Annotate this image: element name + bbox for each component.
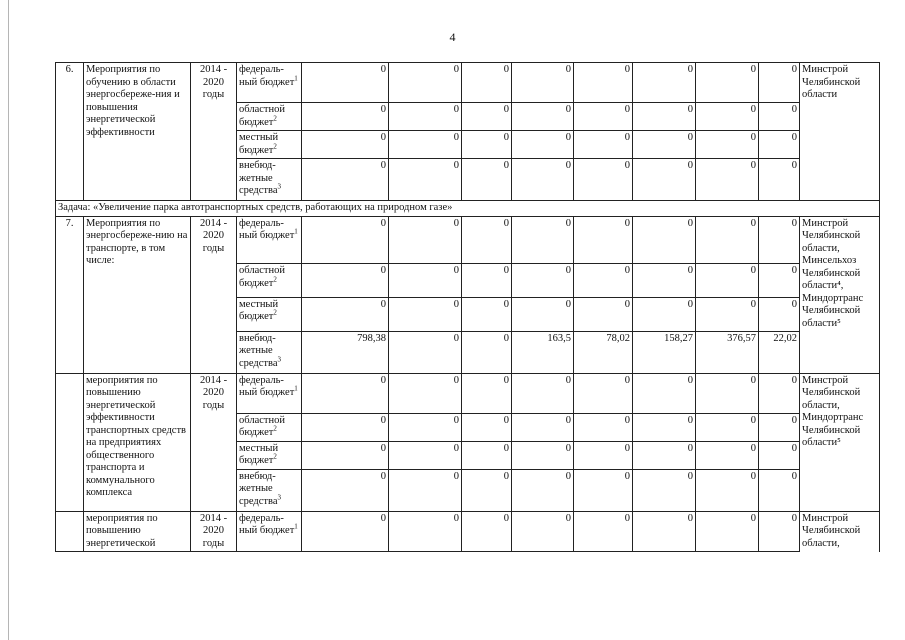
value-cell: 0 <box>574 373 633 413</box>
value-cell: 0 <box>302 159 389 201</box>
funding-source <box>237 469 302 511</box>
value-cell: 0 <box>389 373 462 413</box>
value-cell: 0 <box>759 441 800 469</box>
footnote-mark: 2 <box>273 142 277 150</box>
value-cell: 0 <box>696 297 759 331</box>
task-text: Задача: «Увеличение парка автотранспортных средств, работающих на природном газе» <box>56 201 880 217</box>
value-cell: 0 <box>389 63 462 103</box>
responsible-agency-cont <box>800 469 880 511</box>
footnote-mark: 1 <box>294 384 298 393</box>
value-cell: 0 <box>512 441 574 469</box>
value-cell: 0 <box>759 373 800 413</box>
value-cell: 78,02 <box>574 331 633 373</box>
value-cell: 0 <box>512 103 574 131</box>
value-cell: 0 <box>696 511 759 552</box>
value-cell: 0 <box>512 131 574 159</box>
value-cell: 0 <box>462 511 512 552</box>
value-cell: 0 <box>389 103 462 131</box>
value-cell: 0 <box>462 469 512 511</box>
funding-source <box>237 264 302 298</box>
value-cell: 0 <box>696 159 759 201</box>
funding-source-label: федераль-ный бюджет <box>239 64 295 88</box>
value-cell: 0 <box>389 469 462 511</box>
footnote-mark: 3 <box>277 355 282 363</box>
value-cell: 0 <box>633 63 696 103</box>
value-cell: 0 <box>574 103 633 131</box>
value-cell: 0 <box>759 103 800 131</box>
scan-edge-line <box>8 0 9 640</box>
table-row <box>56 216 880 264</box>
task-row <box>56 201 880 217</box>
footnote-mark: 1 <box>294 522 298 531</box>
funding-source <box>237 103 302 131</box>
funding-source <box>237 373 302 413</box>
value-cell: 0 <box>389 413 462 441</box>
value-cell: 0 <box>574 63 633 103</box>
value-cell: 0 <box>302 264 389 298</box>
value-cell: 0 <box>574 511 633 552</box>
value-cell: 0 <box>462 413 512 441</box>
value-cell: 0 <box>462 216 512 264</box>
funding-source <box>237 216 302 264</box>
funding-source <box>237 331 302 373</box>
value-cell: 0 <box>302 131 389 159</box>
value-cell: 0 <box>633 103 696 131</box>
program-table <box>55 62 880 552</box>
funding-source-label: федераль-ный бюджет <box>239 217 295 241</box>
measure-name: мероприятия по повышению энергетической эффективности транспортных средств на предприятиях общественного транспорта и коммунального комплекса <box>84 373 191 511</box>
footnote-mark: 2 <box>273 308 277 317</box>
value-cell: 0 <box>574 264 633 298</box>
funding-source <box>237 297 302 331</box>
value-cell: 0 <box>574 297 633 331</box>
value-cell: 0 <box>633 264 696 298</box>
value-cell: 0 <box>759 63 800 103</box>
value-cell: 0 <box>574 159 633 201</box>
value-cell: 163,5 <box>512 331 574 373</box>
measure-name: Мероприятия по обучению в области энергосбереже-ния и повышения энергетической эффективности <box>84 63 191 201</box>
funding-source <box>237 441 302 469</box>
funding-source-label: местный бюджет <box>239 298 279 323</box>
value-cell: 0 <box>759 264 800 298</box>
value-cell: 0 <box>462 264 512 298</box>
value-cell: 376,57 <box>696 331 759 373</box>
value-cell: 0 <box>696 264 759 298</box>
value-cell: 0 <box>696 216 759 264</box>
responsible-agency: Минстрой Челябинской области, Минсельхоз Челябинской области⁴, Миндортранс Челябинской области⁵ <box>800 216 880 331</box>
value-cell: 0 <box>633 297 696 331</box>
value-cell: 0 <box>759 413 800 441</box>
value-cell: 0 <box>462 63 512 103</box>
measure-name: мероприятия по повышению энергетической <box>84 511 191 552</box>
funding-source <box>237 159 302 201</box>
value-cell: 0 <box>696 373 759 413</box>
value-cell: 0 <box>633 469 696 511</box>
value-cell: 0 <box>302 103 389 131</box>
value-cell: 0 <box>696 469 759 511</box>
value-cell: 0 <box>696 63 759 103</box>
value-cell: 0 <box>574 441 633 469</box>
footnote-mark: 1 <box>294 227 298 236</box>
value-cell: 0 <box>512 373 574 413</box>
value-cell: 0 <box>512 297 574 331</box>
funding-source <box>237 511 302 552</box>
value-cell: 0 <box>302 441 389 469</box>
value-cell: 0 <box>512 264 574 298</box>
value-cell: 0 <box>633 441 696 469</box>
value-cell: 0 <box>512 159 574 201</box>
value-cell: 0 <box>696 103 759 131</box>
value-cell: 0 <box>633 373 696 413</box>
footnote-mark: 3 <box>277 182 282 191</box>
value-cell: 0 <box>759 131 800 159</box>
value-cell: 0 <box>633 216 696 264</box>
table-row <box>56 511 880 552</box>
funding-source <box>237 131 302 159</box>
value-cell: 0 <box>462 103 512 131</box>
value-cell: 0 <box>696 413 759 441</box>
page-number: 4 <box>449 30 456 44</box>
item-number: 6. <box>56 63 84 201</box>
value-cell: 0 <box>462 131 512 159</box>
value-cell: 0 <box>696 131 759 159</box>
item-number <box>56 511 84 552</box>
value-cell: 0 <box>759 216 800 264</box>
funding-source-label: областной бюджет <box>239 104 285 128</box>
funding-source-label: областной бюджет <box>239 265 285 289</box>
value-cell: 0 <box>302 373 389 413</box>
value-cell: 0 <box>512 413 574 441</box>
responsible-agency: Минстрой Челябинской области, Миндортранс Челябинской области⁵ <box>800 373 880 469</box>
value-cell: 0 <box>302 63 389 103</box>
funding-source-label: внебюд-жетные средства <box>239 332 278 369</box>
value-cell: 0 <box>302 511 389 552</box>
value-cell: 0 <box>389 159 462 201</box>
value-cell: 0 <box>302 216 389 264</box>
funding-source-label: местный бюджет <box>239 442 279 466</box>
funding-source-label: местный бюджет <box>239 132 279 156</box>
value-cell: 0 <box>574 469 633 511</box>
value-cell: 0 <box>696 441 759 469</box>
footnote-mark: 2 <box>273 452 277 461</box>
value-cell: 158,27 <box>633 331 696 373</box>
table-row <box>56 63 880 103</box>
responsible-agency: Минстрой Челябинской области, <box>800 511 880 552</box>
funding-source-label: федераль-ный бюджет <box>239 374 295 398</box>
value-cell: 22,02 <box>759 331 800 373</box>
value-cell: 0 <box>633 511 696 552</box>
funding-source-label: областной бюджет <box>239 414 285 438</box>
responsible-agency-cont <box>800 331 880 373</box>
years-period: 2014 - 2020 годы <box>191 373 237 511</box>
value-cell: 0 <box>462 373 512 413</box>
value-cell: 0 <box>462 297 512 331</box>
responsible-agency-cont <box>800 159 880 201</box>
value-cell: 0 <box>759 469 800 511</box>
funding-source <box>237 63 302 103</box>
value-cell: 0 <box>574 216 633 264</box>
value-cell: 0 <box>633 159 696 201</box>
value-cell: 0 <box>389 511 462 552</box>
value-cell: 0 <box>302 297 389 331</box>
responsible-agency: Минстрой Челябинской области <box>800 63 880 159</box>
value-cell: 0 <box>633 131 696 159</box>
value-cell: 0 <box>389 216 462 264</box>
value-cell: 0 <box>462 159 512 201</box>
footnote-mark: 1 <box>294 74 298 82</box>
years-period: 2014 - 2020 годы <box>191 216 237 373</box>
funding-source <box>237 413 302 441</box>
footnote-mark: 3 <box>277 493 282 501</box>
value-cell: 0 <box>512 511 574 552</box>
value-cell: 0 <box>389 331 462 373</box>
footnote-mark: 2 <box>273 114 277 122</box>
value-cell: 0 <box>574 131 633 159</box>
footnote-mark: 2 <box>273 275 277 284</box>
value-cell: 0 <box>759 159 800 201</box>
funding-source-label: внебюд-жетные средства <box>239 160 278 196</box>
value-cell: 0 <box>302 413 389 441</box>
value-cell: 0 <box>389 131 462 159</box>
item-number <box>56 373 84 511</box>
value-cell: 0 <box>302 469 389 511</box>
value-cell: 798,38 <box>302 331 389 373</box>
years-period: 2014 - 2020 годы <box>191 63 237 201</box>
item-number: 7. <box>56 216 84 373</box>
value-cell: 0 <box>512 63 574 103</box>
measure-name: Мероприятия по энергосбереже-нию на транспорте, в том числе: <box>84 216 191 373</box>
footnote-mark: 2 <box>273 424 277 433</box>
value-cell: 0 <box>389 441 462 469</box>
value-cell: 0 <box>462 331 512 373</box>
years-period: 2014 - 2020 годы <box>191 511 237 552</box>
funding-source-label: федераль-ный бюджет <box>239 512 295 536</box>
value-cell: 0 <box>462 441 512 469</box>
value-cell: 0 <box>389 264 462 298</box>
value-cell: 0 <box>759 297 800 331</box>
value-cell: 0 <box>759 511 800 552</box>
value-cell: 0 <box>389 297 462 331</box>
table-row <box>56 373 880 413</box>
value-cell: 0 <box>512 216 574 264</box>
value-cell: 0 <box>574 413 633 441</box>
value-cell: 0 <box>512 469 574 511</box>
funding-source-label: внебюд-жетные средства <box>239 470 278 507</box>
value-cell: 0 <box>633 413 696 441</box>
